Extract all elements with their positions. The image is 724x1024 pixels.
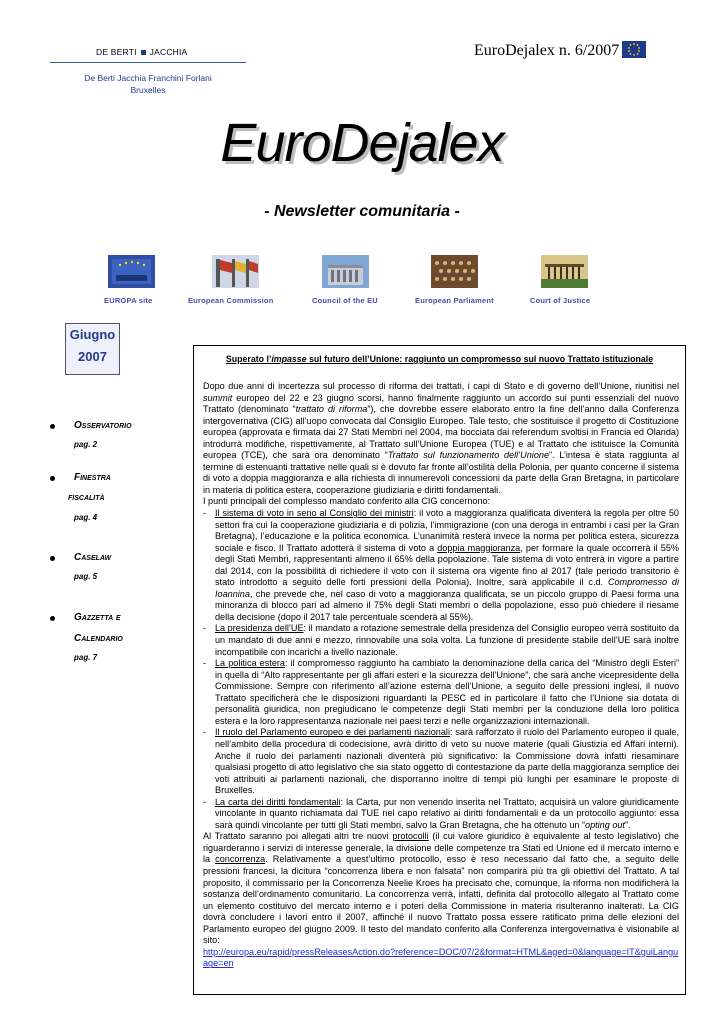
text-run: europeo del 22 e 23 giugno scorsi, hanno finalmente raggiunto un accordo sui punti essenziali del nuovo Trattato (denominato “: [203, 392, 679, 415]
firm-full-name: De Berti Jacchia Franchini Forlani: [84, 73, 212, 83]
institution-links: [0, 255, 724, 307]
toc-title[interactable]: Caselaw: [74, 552, 112, 563]
text-run: doppia maggioranza: [437, 542, 521, 553]
article-title-italic: impasse: [271, 354, 307, 364]
toc-title-line2[interactable]: Calendario: [74, 633, 123, 644]
court-logo-icon[interactable]: [541, 255, 588, 288]
parliament-logo-icon[interactable]: [431, 255, 478, 288]
lead-article: [193, 345, 686, 995]
eu-flag-icon: [622, 41, 646, 58]
firm-city: Bruxelles: [130, 85, 166, 95]
list-item: - La politica estera: il compromesso raggiunto ha cambiato la denominazione della carica del “Ministro degli Esteri” in quella di “Alto rappresentante per gli affari esteri e la sicurezza dell’Unione”, che sarà anche vicepresidente della Commissione. Sempre con riferimento all’azione esterna dell’Unione, a seguito delle pressioni inglesi, il nuovo Trattato specificherà che le disposizioni riguardanti la PESC ed in particolare il fatto che l’Unione sia dotata di personalità giuridica, non pregiudicano le competenze degli Stati membri per la conduzione della loro politica estera e la loro rappresentanza nazionale nei paesi terzi e nelle organizzazioni internazionali.: [203, 658, 680, 726]
text-run: opting out: [585, 819, 625, 830]
mandate-link[interactable]: http://europa.eu/rapid/pressReleasesAction.do?reference=DOC/07/2&format=HTML&aged=0&language=IT&guiLanguage=en: [203, 946, 679, 969]
text-run: , per formare la quale occorrerà il 55% degli Stati Membri, rappresentanti almeno il 65% della popolazione. Tale sistema di voto entrerà in vigore a partire dal 2014, con la possibilità di richiedere il voto con il sistema ora vigente fino al 2017 (tale periodo transitorio è stato introdotto a seguito delle forti pressioni della Polonia). Inoltre, sarà applicabile il c.d.: [215, 542, 679, 588]
text-run: trattato di riforma: [295, 404, 368, 415]
issue-month: Giugno: [69, 327, 116, 342]
bullet-icon: [50, 616, 55, 621]
bullet-icon: [50, 476, 55, 481]
commission-link[interactable]: European Commission: [188, 296, 274, 305]
text-run: Al Trattato saranno poi allegati altri tre nuovi: [203, 831, 393, 842]
article-title: [194, 346, 685, 368]
point-title: La carta dei diritti fondamentali: [215, 796, 341, 807]
header-divider: [50, 62, 246, 63]
article-title-part: sul futuro dell’Unione: raggiunto un compromesso sul nuovo Trattato istituzionale: [306, 354, 654, 364]
article-title-part: Superato l’: [225, 354, 272, 364]
list-item: - Il ruolo del Parlamento europeo e dei parlamenti nazionali: sarà rafforzato il ruolo del Parlamento europeo il quale, nell’ambito della procedura di codecisione, avrà diritto di veto su nuove materie (quali Giustizia ed Affari interni). Anche il ruolo dei parlamenti nazionali diventerà più significativo: la Commissione dovrà infatti riesaminare qualsiasi progetto di atto legislativo che sia stato oggetto di contestazione da parte della maggioranza semplice dei voti attribuiti ai parlamenti nazionali, che disporranno inoltre di tempi più lunghi per esaminare le proposte di Bruxelles.: [203, 727, 679, 796]
text-run: Dopo due anni di incertezza sul processo di riforma dei trattati, i capi di Stato e di governo dell’Unione, riunitisi nel: [203, 381, 679, 391]
text-run: concorrenza: [215, 854, 266, 865]
firm-right: JACCHIA: [149, 47, 188, 57]
toc-title[interactable]: Finestra: [74, 472, 111, 483]
issue-year: 2007: [78, 349, 107, 364]
issue-date: [65, 323, 120, 375]
newsletter-title: EuroDejalex: [220, 113, 504, 173]
point-title: Il ruolo del Parlamento europeo e dei parlamenti nazionali: [215, 727, 450, 738]
commission-logo-icon[interactable]: [212, 255, 259, 288]
article-closing: [203, 831, 679, 946]
text-run: ”. L’intesa è stata raggiunta al termine di estenuanti trattative nelle quali si è dovuto far fronte all’ostilità della Polonia, per quanto concerne il sistema di voto a doppia maggioranza e alla richiesta di innumerevoli concessioni da parte della Gran Bretagna, in particolare in materia di politica estera, cooperazione giudiziaria e diritti fondamentali.: [203, 450, 679, 495]
toc-page: pag. 2: [74, 440, 98, 449]
toc-title-line2[interactable]: fiscalità: [68, 492, 105, 503]
text-run: : la Carta, pur non venendo inserita nel Trattato, acquisirà un valore giuridicamente vincolante in quanto richiamata dal TUE nel capo relativo ai diritti fondamentali e da un protocollo aggiunto: essa sarà quindi vincolante per tutti gli Stati membri, salvo la Gran Bretagna, che ha ottenuto un “: [215, 796, 679, 830]
firm-details: [50, 72, 246, 96]
list-item: - La presidenza dell’UE: il mandato a rotazione semestrale della presidenza del Consiglio europeo verrà sostituito da un mandato di due anni e mezzo, rinnovabile una sola volta. La funzione di presidente stabile dell’UE sarà inoltre incompatibile con incarichi a livello nazionale.: [203, 623, 680, 657]
text-run: . Relativamente a quest’ultimo protocollo, esso è reso necessario dal fatto che, a seguito delle pressioni francesi, la dicitura “concorrenza libera e non falsata” non comparirà più tra gli obiettivi del Trattato. A tal proposito, il commissario per la Concorrenza Neelie Kroes ha precisato che, comunque, la riforma non modificherà la sostanza dell’ordinamento comunitario. La concorrenza verrà, infatti, definita dal protocollo allegato al Trattato come un elemento costituivo del mercato interno e i poteri della Commissione in materia risulteranno inalterati. La CIG dovrà concludere i lavori entro il 2007, affinché il nuovo Trattato possa essere ratificato prima delle elezioni del Parlamento europeo del giugno 2009. Il testo del mandato conferito alla Conferenza intergovernativa è visionabile al sito:: [203, 854, 679, 946]
article-intro: [203, 381, 679, 496]
points-intro: I punti principali del complesso mandato conferito alla CIG concernono:: [203, 496, 491, 507]
council-link[interactable]: Council of the EU: [312, 296, 378, 305]
text-run: protocolli: [392, 831, 429, 842]
text-run: ”), che dovrebbe essere elaborato entro la fine dell’anno dalla Conferenza intergovernativa (CIG) all’uopo convocata dal Consiglio Europeo. Tale testo, che sostituisce il progetto di Costituzione europea (approvata e firmata dai 27 Stati Membri nel 2004, ma bocciata dai referendum svoltisi in Francia ed Olanda) introdurrà modifiche, rispettivamente, al Trattato sull’Unione Europea (TUE) e al Trattato che istituisce la Comunità europea (TCE), che sarà ora denominato “: [203, 404, 680, 461]
text-run: , che prevede che, nel caso di voto a maggioranza qualificata, se un piccolo gruppo di Paesi forma una minoranza di blocco pari ad almeno il 75% degli Stati membri o della popolazione, esso può chiedere il riesame della decisione (dopo il 2017 tale percentuale scenderà al 55%).: [215, 588, 679, 622]
text-run: Compromesso di Ioannina: [215, 577, 679, 599]
text-run: : sarà rafforzato il ruolo del Parlamento europeo il quale, nell’ambito della procedura di codecisione, avrà diritto di veto su nuove materie (quali Giustizia ed Affari interni). Anche il ruolo dei parlamenti nazionali diventerà più significativo: la Commissione dovrà infatti riesaminare qualsiasi progetto di atto legislativo che sia stato oggetto di contestazione da parte della maggioranza semplice dei voti attribuiti ai parlamenti nazionali, che disporranno inoltre di tempi più lunghi per esaminare le proposte di Bruxelles.: [215, 727, 679, 796]
parliament-link[interactable]: European Parliament: [415, 296, 494, 305]
list-item: - La carta dei diritti fondamentali: la Carta, pur non venendo inserita nel Trattato, acquisirà un valore giuridicamente vincolante in quanto richiamata dal TUE nel capo relativo ai diritti fondamentali e da un protocollo aggiunto: essa sarà quindi vincolante per tutti gli Stati membri, salvo la Gran Bretagna, che ha ottenuto un “opting out”.: [203, 796, 679, 830]
issue-number: EuroDejalex n. 6/2007: [474, 42, 620, 59]
court-link[interactable]: Court of Justice: [530, 296, 591, 305]
europa-logo-icon[interactable]: [108, 255, 155, 288]
newsletter-subtitle: - Newsletter comunitaria -: [264, 203, 460, 220]
toc-title[interactable]: Gazzetta e: [74, 612, 121, 623]
bullet-icon: [50, 424, 55, 429]
firm-left: DE BERTI: [96, 47, 137, 57]
text-run: summit: [203, 392, 233, 403]
europa-link[interactable]: EUROPA site: [104, 296, 153, 305]
square-icon: [141, 50, 146, 55]
toc-title[interactable]: Osservatorio: [74, 420, 132, 431]
text-run: : il compromesso raggiunto ha cambiato la denominazione della carica del “Ministro degli Esteri” in quella di “Alto rappresentante per gli affari esteri e la sicurezza dell’Unione”, che sarà anche vicepresidente della Commissione. Sempre con riferimento all’azione esterna dell’Unione, a seguito delle pressioni inglesi, il nuovo Trattato specificherà che le disposizioni riguardanti la PESC ed in particolare il fatto che l’Unione sia dotata di personalità giuridica, non pregiudicano le competenze degli Stati membri per la conduzione della loro politica estera e la loro rappresentanza nazionale nei paesi terzi e nelle organizzazioni internazionali.: [215, 658, 680, 726]
council-logo-icon[interactable]: [322, 255, 369, 288]
text-run: (il cui valore giuridico è equivalente al testo legislativo) che riguarderanno i servizi di interesse generale, la divisione delle competenze tra Stati ed Unione ed il mercato interno e la: [203, 831, 679, 865]
toc-page: pag. 4: [74, 513, 98, 522]
article-body: [203, 381, 679, 970]
point-title: La presidenza dell’UE: [215, 623, 304, 634]
list-item: - Il sistema di voto in seno al Consiglio dei ministri: il voto a maggioranza qualificata diventerà la regola per oltre 50 settori fra cui la cooperazione giudiziaria e di polizia, l’immigrazione (con una deroga in entrambi i casi per la Gran Bretagna), l’educazione e la politica economica. L’unanimità resterà invece la norma per politica estera, sicurezza sociale e fisco. Il Trattato adotterà il sistema di voto a doppia maggioranza, per formare la quale occorrerà il 55% degli Stati Membri, rappresentanti almeno il 65% della popolazione. Tale sistema di voto entrerà in vigore a partire dal 2014, con la possibilità di richiedere il voto con il sistema ora vigente fino al 2017 (tale periodo transitorio è stato introdotto a seguito delle forti pressioni della Polonia). Inoltre, sarà applicabile il c.d. Compromesso di Ioannina, che prevede che, nel caso di voto a maggioranza qualificata, se un piccolo gruppo di Paesi forma una minoranza di blocco pari ad almeno il 75% degli Stati membri o della popolazione, esso può chiedere il riesame della decisione (dopo il 2017 tale percentuale scenderà al 55%).: [203, 508, 679, 622]
toc-page: pag. 5: [74, 572, 98, 581]
point-title: Il sistema di voto in seno al Consiglio dei ministri: [215, 508, 414, 519]
text-run: : il voto a maggioranza qualificata diventerà la regola per oltre 50 settori fra cui la cooperazione giudiziaria e di polizia, l’immigrazione (con una deroga in entrambi i casi per la Gran Bretagna), l’educazione e la politica economica. L’unanimità resterà invece la norma per politica estera, sicurezza sociale e fisco. Il Trattato adotterà il sistema di voto a: [215, 508, 679, 553]
point-title: La politica estera: [215, 658, 285, 669]
text-run: : il mandato a rotazione semestrale della presidenza del Consiglio europeo verrà sostituito da un mandato di due anni e mezzo, rinnovabile una sola volta. La funzione di presidente stabile dell’UE sarà inoltre incompatibile con incarichi a livello nazionale.: [215, 623, 680, 657]
text-run: ”.: [624, 819, 631, 830]
bullet-icon: [50, 556, 55, 561]
firm-name: [96, 47, 187, 57]
toc-page: pag. 7: [74, 653, 98, 662]
text-run: Trattato sul funzionamento dell’Unione: [387, 450, 550, 461]
